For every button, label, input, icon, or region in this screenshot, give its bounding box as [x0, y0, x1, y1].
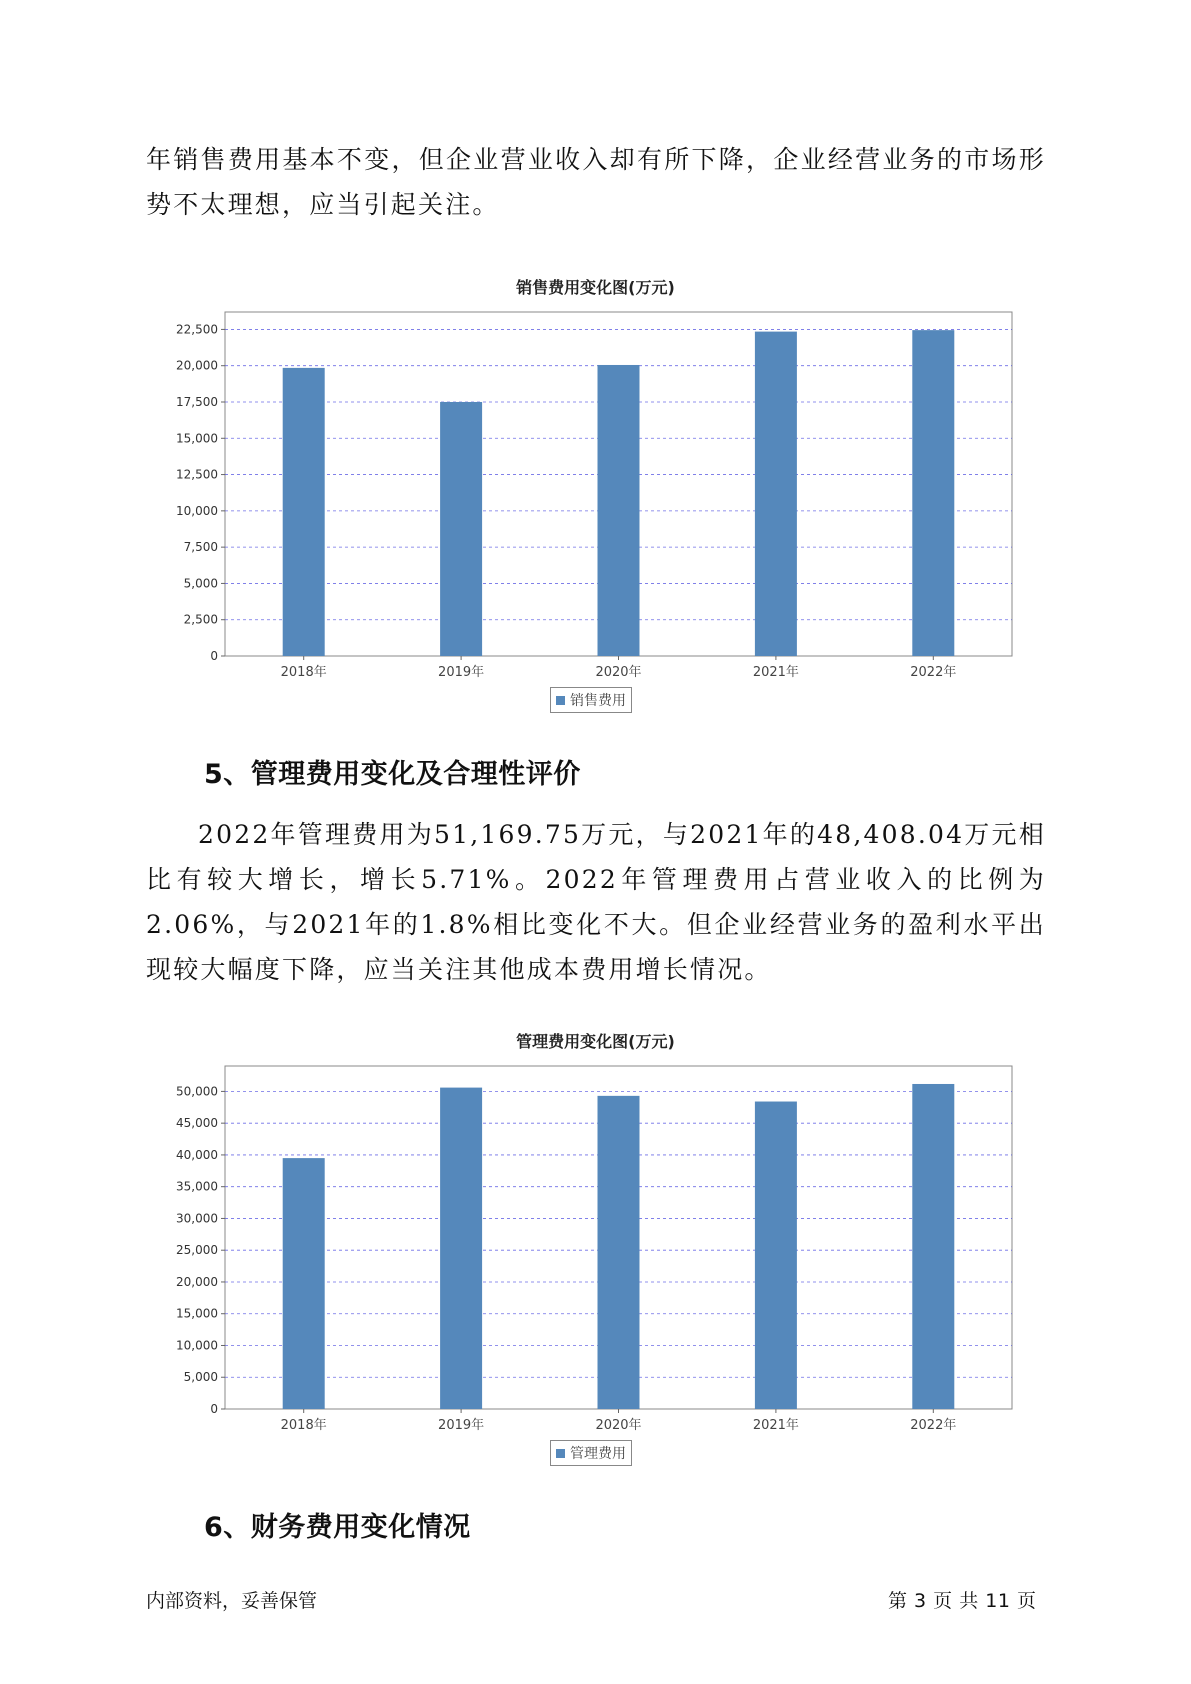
x-tick-label: 2018年 — [280, 1418, 327, 1433]
paragraph-sales-conclusion: 年销售费用基本不变，但企业营业收入却有所下降，企业经营业务的市场形势不太理想，应当引起关注。 — [146, 145, 1046, 219]
legend-swatch — [556, 1449, 565, 1458]
chart-title-sales: 销售费用变化图(万元) — [516, 278, 675, 297]
y-tick-label: 10,000 — [176, 1338, 218, 1353]
y-tick-label: 10,000 — [176, 503, 218, 518]
y-tick-label: 45,000 — [176, 1116, 218, 1131]
y-tick-label: 15,000 — [176, 431, 218, 446]
x-tick-label: 2022年 — [910, 665, 957, 680]
y-tick-label: 30,000 — [176, 1211, 218, 1226]
x-tick-label: 2020年 — [595, 665, 642, 680]
legend-label-admin: 管理费用 — [570, 1446, 626, 1462]
y-tick-label: 12,500 — [176, 467, 218, 482]
x-tick-label: 2022年 — [910, 1418, 957, 1433]
y-tick-label: 22,500 — [176, 322, 218, 337]
y-tick-label: 50,000 — [176, 1084, 218, 1099]
chart-title-admin: 管理费用变化图(万元) — [516, 1032, 675, 1051]
y-tick-label: 40,000 — [176, 1147, 218, 1162]
y-tick-label: 7,500 — [183, 540, 218, 555]
y-tick-label: 15,000 — [176, 1306, 218, 1321]
bar — [598, 1096, 640, 1409]
footer-page-number: 第 3 页 共 11 页 — [888, 1590, 1037, 1612]
heading-admin-expense: 5、管理费用变化及合理性评价 — [204, 759, 581, 790]
x-tick-label: 2020年 — [595, 1418, 642, 1433]
y-tick-label: 2,500 — [183, 612, 218, 627]
bar — [755, 1102, 797, 1409]
y-tick-label: 25,000 — [176, 1243, 218, 1258]
x-tick-label: 2019年 — [438, 1418, 485, 1433]
y-tick-label: 5,000 — [183, 1370, 218, 1385]
y-tick-label: 35,000 — [176, 1179, 218, 1194]
chart-admin-legend — [550, 1440, 632, 1466]
bar — [912, 1084, 954, 1409]
heading-finance-expense: 6、财务费用变化情况 — [204, 1512, 471, 1543]
legend-label-sales: 销售费用 — [570, 693, 626, 709]
paragraph-admin-expense: 2022年管理费用为51,169.75万元，与2021年的48,408.04万元相比有较大增长，增长5.71%。2022年管理费用占营业收入的比例为2.06%，与2021年的1.8%相比变化不大。但企业经营业务的盈利水平出现较大幅度下降，应当关注其他成本费用增长情况。 — [146, 820, 1046, 984]
y-tick-label: 20,000 — [176, 1274, 218, 1289]
y-tick-label: 17,500 — [176, 394, 218, 409]
y-tick-label: 0 — [210, 1402, 218, 1416]
x-tick-label: 2021年 — [752, 665, 799, 680]
x-tick-label: 2021年 — [752, 1418, 799, 1433]
y-tick-label: 20,000 — [176, 358, 218, 373]
y-tick-label: 0 — [210, 649, 218, 663]
y-tick-label: 5,000 — [183, 576, 218, 591]
footer-confidential: 内部资料，妥善保管 — [146, 1590, 318, 1612]
bar — [283, 1158, 325, 1409]
x-tick-label: 2018年 — [280, 665, 327, 680]
bar — [440, 1088, 482, 1409]
x-tick-label: 2019年 — [438, 665, 485, 680]
